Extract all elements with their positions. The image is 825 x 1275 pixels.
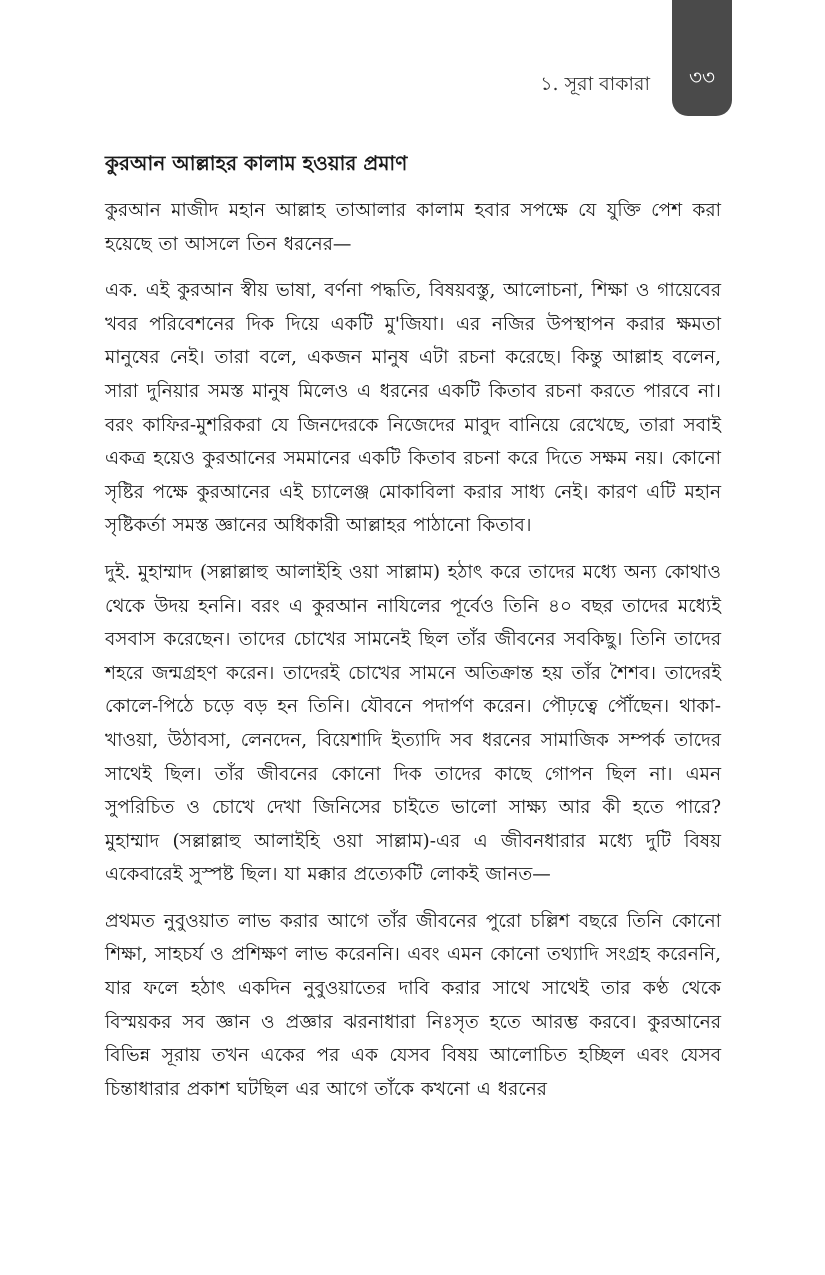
page-number-tab [672,0,732,116]
page-number: ৩৩ [688,65,715,89]
section-heading: কুরআন আল্লাহর কালাম হওয়ার প্রমাণ [105,151,408,175]
paragraph-firstly: প্রথমত নুবুওয়াত লাভ করার আগে তাঁর জীবনের পুরো চল্লিশ বছরে তিনি কোনো শিক্ষা, সাহচর্য ও প্রশিক্ষণ লাভ করেননি। এবং এমন কোনো তথ্যাদি সংগ্রহ করেননি, যার ফলে হঠাৎ একদিন নুবুওয়াতের দাবি করার সাথে সাথেই তার কণ্ঠ থেকে বিস্ময়কর সব জ্ঞান ও প্রজ্ঞার ঝরনাধারা নিঃসৃত হতে আরম্ভ করবে। কুরআনের বিভিন্ন সূরায় তখন একের পর এক যেসব বিষয় আলোচিত হচ্ছিল এবং যেসব চিন্তাধারার প্রকাশ ঘটছিল এর আগে তাঁকে কখনো এ ধরনের [105,910,721,1100]
page-content [105,148,721,1119]
paragraph-point-one: এক. এই কুরআন স্বীয় ভাষা, বর্ণনা পদ্ধতি, বিষয়বস্তু, আলোচনা, শিক্ষা ও গায়েবের খবর পরিবেশনের দিক দিয়ে একটি মু'জিযা। এর নজির উপস্থাপন করার ক্ষমতা মানুষের নেই। তারা বলে, একজন মানুষ এটা রচনা করেছে। কিন্তু আল্লাহ বলেন, সারা দুনিয়ার সমস্ত মানুষ মিলেও এ ধরনের একটি কিতাব রচনা করতে পারবে না। বরং কাফির-মুশরিকরা যে জিনদেরকে নিজেদের মাবুদ বানিয়ে রেখেছে, তারা সবাই একত্র হয়েও কুরআনের সমমানের একটি কিতাব রচনা করে দিতে সক্ষম নয়। কোনো সৃষ্টির পক্ষে কুরআনের এই চ্যালেঞ্জ মোকাবিলা করার সাধ্য নেই। কারণ এটি মহান সৃষ্টিকর্তা সমস্ত জ্ঞানের অধিকারী আল্লাহর পাঠানো কিতাব। [105,280,721,537]
paragraph-intro: কুরআন মাজীদ মহান আল্লাহ তাআলার কালাম হবার সপক্ষে যে যুক্তি পেশ করা হয়েছে তা আসলে তিন ধরনের— [105,200,721,255]
paragraph-point-two: দুই. মুহাম্মাদ (সল্লাল্লাহু আলাইহি ওয়া সাল্লাম) হঠাৎ করে তাদের মধ্যে অন্য কোথাও থেকে উদয় হননি। বরং এ কুরআন নাযিলের পূর্বেও তিনি ৪০ বছর তাদের মধ্যেই বসবাস করেছেন। তাদের চোখের সামনেই ছিল তাঁর জীবনের সবকিছু। তিনি তাদের শহরে জন্মগ্রহণ করেন। তাদেরই চোখের সামনে অতিক্রান্ত হয় তাঁর শৈশব। তাদেরই কোলে-পিঠে চড়ে বড় হন তিনি। যৌবনে পদার্পণ করেন। পৌঢ়ত্বে পৌঁছেন। থাকা-খাওয়া, উঠাবসা, লেনদেন, বিয়েশাদি ইত্যাদি সব ধরনের সামাজিক সম্পর্ক তাদের সাথেই ছিল। তাঁর জীবনের কোনো দিক তাদের কাছে গোপন ছিল না। এমন সুপরিচিত ও চোখে দেখা জিনিসের চাইতে ভালো সাক্ষ্য আর কী হতে পারে? মুহাম্মাদ (সল্লাল্লাহু আলাইহি ওয়া সাল্লাম)-এর এ জীবনধারার মধ্যে দুটি বিষয় একেবারেই সুস্পষ্ট ছিল। যা মক্কার প্রত্যেকটি লোকই জানত— [105,561,721,886]
running-header: ১. সূরা বাকারা [540,73,650,95]
